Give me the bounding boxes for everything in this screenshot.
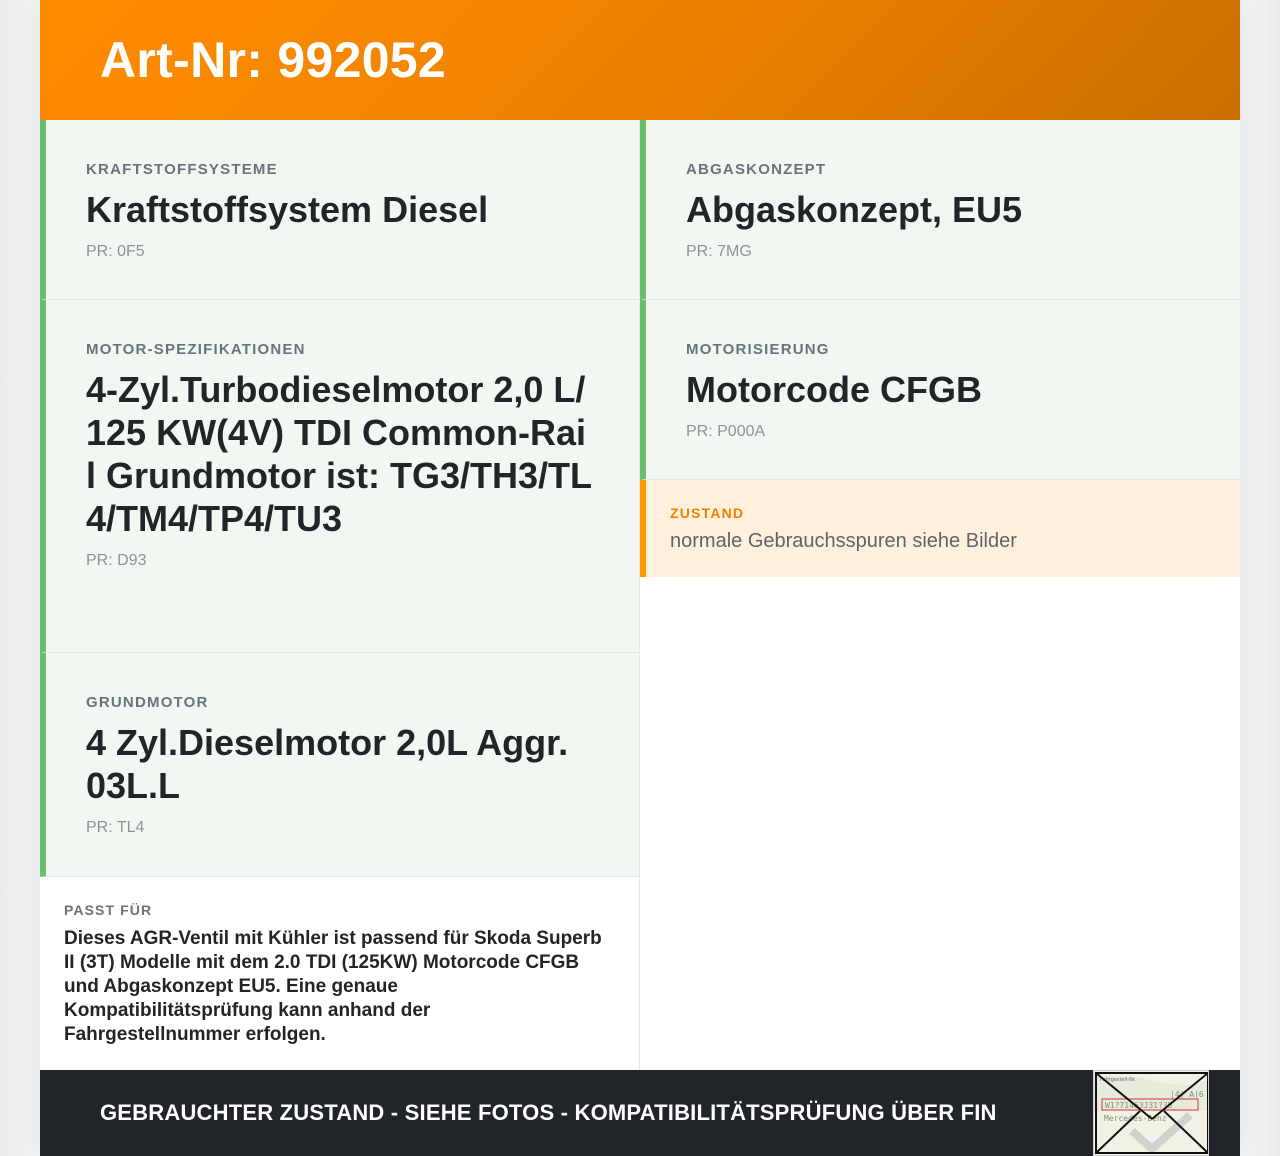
product-sheet [40,0,1240,1156]
spec-pr-code: PR: D93 [86,552,147,569]
spec-pr-code: PR: 7MG [686,243,752,260]
fin-envelope-icon [1093,1070,1209,1156]
footer-banner [40,1070,1240,1156]
spec-pr-code: PR: 0F5 [86,243,145,260]
svg-text:Fahrgestell-Nr.: Fahrgestell-Nr. [1100,1077,1137,1083]
article-number-title: Art-Nr: 992052 [100,32,447,88]
svg-text:W1?71463J31??5: W1?71463J31??5 [1105,1101,1173,1110]
spec-label: GRUNDMOTOR [86,694,209,711]
spec-pr-code: PR: TL4 [86,819,145,836]
spec-card-grundmotor [40,653,639,877]
spec-pr-code: PR: P000A [686,423,766,440]
spec-card-motor-spezifikationen [40,300,639,653]
spec-columns [40,120,1240,1070]
fin-document-image [1094,1071,1209,1156]
spec-label: MOTORISIERUNG [686,341,830,358]
spec-card-abgaskonzept [640,120,1240,300]
left-column [40,120,640,1070]
condition-text: normale Gebrauchsspuren siehe Bilder [670,530,1017,552]
spec-value: 4-Zyl.Turbodieselmotor 2,0 L/125 KW(4V) TDI Common-Rail Grundmotor ist: TG3/TH3/TL4/TM4/TP4/TU3 [86,369,592,539]
spec-label: KRAFTSTOFFSYSTEME [86,161,278,178]
spec-value: Abgaskonzept, EU5 [686,189,1023,230]
footer-notice: GEBRAUCHTER ZUSTAND - SIEHE FOTOS - KOMPATIBILITÄTSPRÜFUNG ÜBER FIN [100,1100,997,1125]
right-column [640,120,1240,1070]
fits-label: PASST FÜR [64,902,153,918]
fits-description: Dieses AGR-Ventil mit Kühler ist passend für Skoda Superb II (3T) Modelle mit dem 2.0 TDI (125KW) Motorcode CFGB und Abgaskonzept EU5. Eine genaue Kompatibilitätsprüfung kann anhand der Fahrgestellnummer erfolgen. [64,928,602,1045]
spec-value: Kraftstoffsystem Diesel [86,189,489,230]
spec-label: ABGASKONZEPT [686,161,827,178]
condition-box [640,480,1240,577]
spec-label: MOTOR-SPEZIFIKATIONEN [86,341,306,358]
svg-text:|4| A|6: |4| A|6 [1170,1090,1204,1099]
fits-section [40,877,639,1067]
spec-card-kraftstoffsysteme [40,120,639,300]
spec-value: 4 Zyl.Dieselmotor 2,0L Aggr. 03L.L [86,722,569,806]
header-banner [40,0,1240,120]
spec-value: Motorcode CFGB [686,369,982,410]
svg-text:Mercedes-Benz: Mercedes-Benz [1104,1114,1167,1123]
condition-label: ZUSTAND [670,505,745,521]
spec-card-motorisierung [640,300,1240,480]
